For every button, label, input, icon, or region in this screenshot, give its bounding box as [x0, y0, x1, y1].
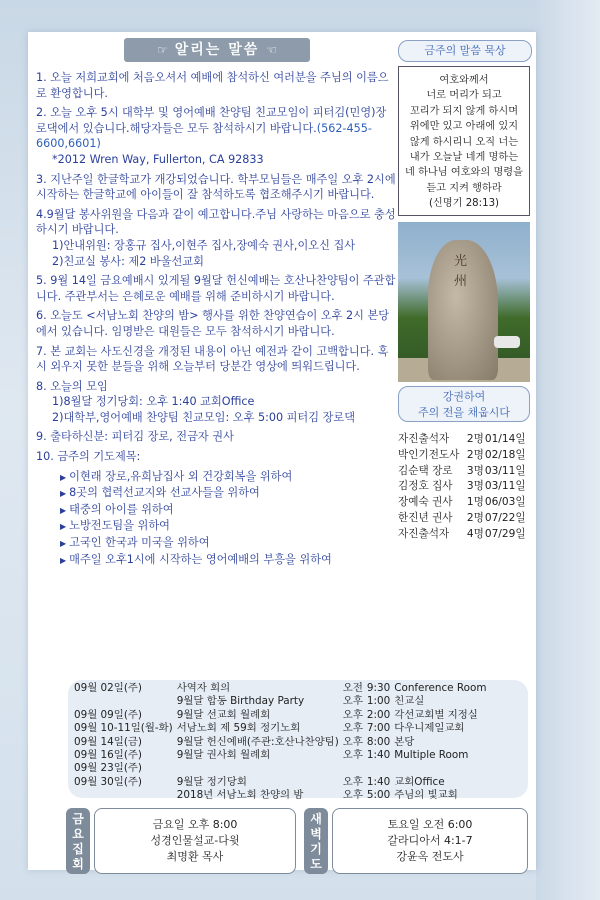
verse-line: 내가 오늘날 네게 명하는 [409, 152, 519, 164]
dawn-prayer-scripture: 갈라디아서 4:1-7 [387, 834, 473, 847]
schedule-event: 2018년 서남노회 찬양의 밤 [176, 789, 304, 802]
friday-service-topic: 성경인물설교-다윗 [150, 834, 240, 847]
announcement-4-text: 4.9월달 봉사위원을 다음과 같이 예고합니다.주님 사랑하는 마음으로 충성하시기 바랍니다. [36, 207, 396, 237]
table-row [398, 527, 530, 543]
attendee-count: 2명 [466, 448, 484, 461]
schedule-date [74, 789, 177, 802]
verse-header: 금주의 말씀 묵상 [398, 40, 532, 62]
announcement-3: 3. 지난주일 한글학교가 개강되었습니다. 학부모님들은 매주일 오후 2시에 시작하는 한글학교에 아이들이 잘 참석하도록 협조해주시기 바랍니다. [36, 172, 396, 202]
attendee-date: 07/22일 [484, 511, 526, 524]
table-row [74, 749, 490, 762]
attendee-count: 1명 [466, 496, 484, 509]
verse-box [398, 66, 530, 216]
announcement-2-address: *2012 Wren Way, Fullerton, CA 92833 [52, 152, 264, 166]
car-icon [494, 336, 520, 348]
schedule-place: 다우니제일교회 [394, 722, 465, 735]
attendance-table [398, 432, 530, 543]
table-row [74, 695, 490, 708]
announcement-8-item-2: 2)대학부,영어예배 찬양팀 친교모임: 오후 5:00 피터김 장로댁 [52, 410, 356, 424]
schedule-event [177, 762, 343, 775]
attendance-header-line-2: 주의 전을 채웁시다 [417, 406, 510, 419]
schedule-place: 친교실 [394, 695, 425, 708]
verse-line: 듣고 지켜 행하라 [426, 182, 502, 194]
dawn-prayer-box [332, 808, 528, 874]
schedule-event: 서남노회 제 59회 정기노회 [176, 722, 301, 735]
schedule-place: Multiple Room [394, 749, 469, 762]
attendee-name: 한진년 권사 [398, 511, 453, 524]
table-row [398, 479, 530, 495]
prayer-item: ▶ 태중의 아이를 위하여 [60, 502, 396, 519]
announcement-2-phone: (562-455-6600,6601) [36, 121, 372, 151]
verse-line: 너로 머리가 되고 [426, 90, 502, 102]
friday-service-time: 금요일 오후 8:00 [152, 818, 238, 831]
friday-service-tag-text: 금 요 집 회 [72, 812, 84, 871]
attendee-name: 자진출석자 [398, 433, 450, 445]
attendee-count: 3명 [466, 480, 484, 493]
prayer-item: ▶ 고국인 한국과 미국을 위하여 [60, 535, 396, 552]
prayer-item: ▶ 8곳의 협력선교지와 선교사들을 위하여 [60, 485, 396, 502]
announcement-4 [36, 207, 396, 269]
table-row [74, 789, 490, 802]
dawn-prayer-time: 토요일 오전 6:00 [387, 818, 473, 831]
schedule-date: 09월 14일(금) [74, 735, 142, 748]
announcement-8-item-1: 1)8월달 정기당회: 오후 1:40 교회Office [52, 395, 255, 409]
attendance-header [398, 386, 530, 422]
announcements [36, 70, 396, 568]
attendee-date: 02/18일 [484, 448, 526, 461]
table-row [398, 464, 530, 480]
verse-line: 위에만 있고 아래에 있지 [409, 121, 519, 133]
table-row [74, 776, 490, 789]
verse-line: 꼬리가 되지 않게 하시며 [409, 105, 519, 117]
announcement-8-text: 8. 오늘의 모임 [36, 379, 108, 393]
table-row [74, 709, 490, 722]
schedule-date: 09월 30일(주) [74, 775, 142, 788]
attendee-date: 03/11일 [484, 480, 526, 493]
monument-carving: 光州 [454, 254, 468, 289]
table-row [74, 722, 490, 735]
background-strip [536, 0, 600, 900]
table-row [398, 511, 530, 527]
schedule-time [367, 762, 394, 775]
verse-reference: (신명기 28:13) [428, 198, 500, 210]
schedule-event: 9월달 권사회 월례회 [176, 749, 271, 762]
schedule-time: 7:00 [366, 722, 391, 735]
schedule-date: 09월 16일(주) [74, 749, 142, 762]
announcement-7: 7. 본 교회는 사도신경을 개정된 내용이 아닌 예전과 같이 고백합니다. 혹시 외우지 못한 분들을 위해 오늘부터 당분간 영상에 띄워드립니다. [36, 344, 389, 374]
schedule-panel [68, 680, 528, 802]
verse-line: 않게 하시리니 오직 너는 [409, 136, 519, 148]
schedule-date [74, 695, 177, 708]
announcement-9: 9. 출타하신분: 피터김 장로, 전금자 권사 [36, 430, 234, 444]
prayer-list [36, 469, 396, 569]
friday-service-box [94, 808, 296, 874]
announcement-1: 1. 오늘 저희교회에 처음오셔서 예배에 참석하신 여러분을 주님의 이름으로 환영합니다. [36, 71, 389, 100]
schedule-place: Conference Room [394, 682, 487, 694]
prayer-item: ▶ 이현래 장로,유희남집사 외 건강회복을 위하여 [60, 469, 396, 486]
schedule-place: 주님의 빛교회 [394, 789, 458, 802]
attendee-date: 07/29일 [484, 527, 526, 540]
schedule-date: 09월 23일(주) [74, 762, 142, 775]
friday-service-tag [66, 808, 90, 874]
verse-line: 여호와께서 [439, 75, 489, 86]
attendee-name: 박인기전도사 [398, 448, 460, 461]
schedule-event: 9월달 헌신예배(주관:호산나찬양팀) [176, 735, 339, 748]
schedule-date: 09월 09일(주) [74, 708, 142, 721]
schedule-ampm: 오후 [342, 708, 363, 721]
attendee-name: 장예숙 권사 [398, 496, 453, 509]
schedule-time: 1:40 [366, 749, 391, 762]
schedule-ampm: 오전 [342, 682, 363, 694]
announcement-4-item-1: 1)안내위원: 장홍규 집사,이현주 집사,장예숙 권사,이오신 집사 [52, 238, 356, 252]
schedule-ampm [343, 762, 367, 775]
schedule-place: 각선교회별 지정실 [394, 708, 478, 721]
schedule-ampm: 오후 [342, 749, 363, 762]
announcement-2-text: 2. 오늘 오후 5시 대학부 및 영어예배 찬양팀 친교모임이 피터김(민영)장로댁에서 있습니다.해당자들은 모두 참석하시기 바랍니다. [36, 106, 387, 135]
attendee-count: 2명 [466, 433, 484, 445]
attendee-name: 김순택 장로 [398, 464, 453, 477]
attendee-name: 김정호 집사 [398, 480, 453, 493]
attendee-count: 3명 [466, 464, 484, 477]
table-row [398, 432, 530, 448]
pointing-hand-right-icon: ☞ [157, 43, 168, 57]
notice-title [124, 38, 310, 62]
schedule-date: 09월 10-11일(월-화) [74, 722, 173, 735]
schedule-ampm: 오후 [342, 695, 363, 708]
schedule-time: 1:00 [366, 695, 391, 708]
attendee-date: 01/14일 [484, 433, 526, 445]
schedule-ampm: 오후 [342, 722, 363, 735]
schedule-time: 1:40 [366, 775, 391, 788]
announcement-6: 6. 오늘도 <서남노회 찬양의 밤> 행사를 위한 찬양연습이 오후 2시 본당에서 있습니다. 임명받은 대원들은 모두 참석하시기 바랍니다. [36, 309, 390, 338]
attendee-name: 자진출석자 [398, 527, 450, 540]
prayer-item: ▶ 매주일 오후1시에 시작하는 영어예배의 부흥을 위하여 [60, 552, 396, 569]
schedule-ampm: 오후 [342, 789, 363, 802]
schedule-time: 2:00 [366, 708, 391, 721]
announcement-2 [36, 105, 396, 167]
table-row [398, 448, 530, 464]
announcement-10 [36, 449, 396, 465]
schedule-time: 5:00 [366, 789, 391, 802]
schedule-table [74, 682, 490, 803]
dawn-prayer-tag [304, 808, 328, 874]
schedule-time: 8:00 [366, 735, 391, 748]
pointing-hand-left-icon: ☜ [266, 43, 277, 57]
schedule-place: 본당 [394, 735, 415, 748]
announcement-10-text: 10. 금주의 기도제목: [36, 450, 141, 464]
schedule-date: 09월 02일(주) [74, 682, 142, 694]
table-row [74, 736, 490, 749]
schedule-place: 교회Office [394, 775, 445, 788]
schedule-event: 사역자 회의 [176, 682, 231, 694]
dawn-prayer-leader: 강윤옥 전도사 [396, 850, 464, 863]
announcement-5: 5. 9월 14일 금요예배시 있게될 9월달 헌신예배는 호산나찬양팀이 주관합니다. 주관부서는 은혜로운 예배를 위해 준비하시기 바랍니다. [36, 274, 396, 303]
schedule-event: 9월달 정기당회 [176, 775, 247, 788]
attendee-date: 03/11일 [484, 464, 526, 477]
attendee-count: 4명 [466, 527, 484, 540]
table-row [398, 495, 530, 511]
table-row [74, 762, 490, 775]
schedule-ampm: 오후 [342, 735, 363, 748]
verse-line: 네 하나님 여호와의 명령을 [405, 167, 523, 179]
attendance-header-line-1: 강권하여 [442, 390, 486, 403]
announcement-8 [36, 379, 396, 426]
notice-title-text: 알리는 말씀 [174, 42, 260, 58]
dawn-prayer-tag-text: 새 벽 기 도 [310, 812, 322, 871]
friday-service-preacher: 최명환 목사 [166, 850, 224, 863]
table-row [74, 682, 490, 695]
attendee-count: 2명 [466, 511, 484, 524]
announcement-4-item-2: 2)친교실 봉사: 제2 바울선교회 [52, 254, 204, 268]
schedule-time: 9:30 [366, 682, 391, 694]
schedule-place [394, 762, 490, 775]
prayer-item: ▶ 노방전도팀을 위하여 [60, 518, 396, 535]
attendee-date: 06/03일 [484, 496, 526, 509]
schedule-ampm: 오후 [342, 775, 363, 788]
monument-photo [398, 222, 530, 382]
schedule-event: 9월달 선교회 월례회 [176, 708, 271, 721]
schedule-event: 9월달 합동 Birthday Party [176, 695, 305, 708]
